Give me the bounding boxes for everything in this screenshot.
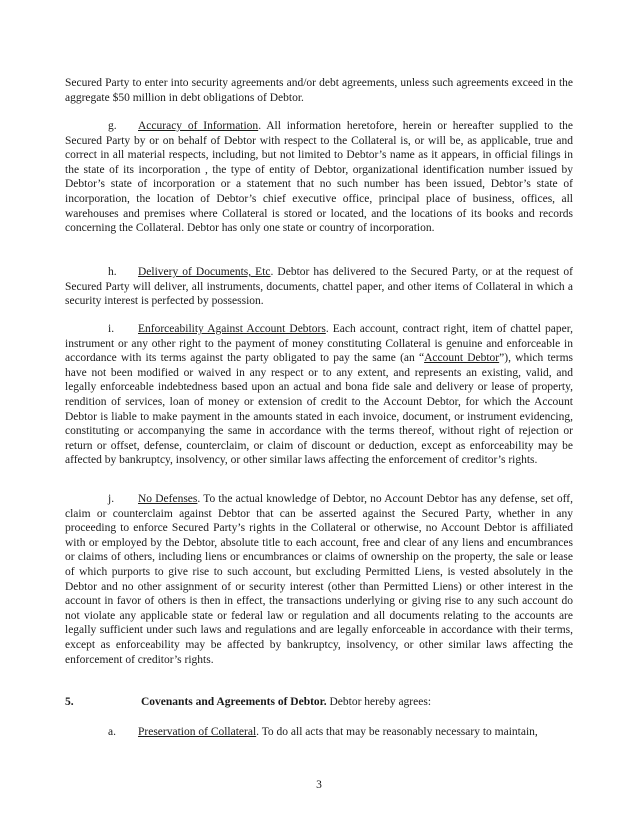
section-h bbox=[65, 265, 573, 309]
paragraph-intro-text: Secured Party to enter into security agreements and/or debt agreements, unless such agreements exceed in the aggregate $50 million in debt obligations of Debtor. bbox=[65, 77, 573, 104]
section-j-marker: j. bbox=[108, 493, 115, 505]
defined-term-account-debtor: Account Debtor bbox=[424, 352, 500, 365]
section-5-title: Covenants and Agreements of Debtor. bbox=[141, 696, 327, 708]
section-i-marker: i. bbox=[108, 323, 115, 335]
section-h-body: . Debtor has delivered to the Secured Party, or at the request of Secured Party will deliver, all instruments, documents, chattel paper, and other items of Collateral in which a security interest is perfected by possession. bbox=[65, 266, 573, 308]
section-5a-body: . To do all acts that may be reasonably necessary to maintain, bbox=[256, 726, 538, 738]
section-5-heading bbox=[65, 695, 573, 710]
section-5a-title: Preservation of Collateral bbox=[138, 726, 257, 738]
section-i bbox=[65, 322, 573, 468]
section-5a-marker: a. bbox=[108, 726, 116, 738]
section-j bbox=[65, 492, 573, 667]
section-g bbox=[65, 119, 573, 236]
section-j-title: No Defenses bbox=[138, 493, 198, 505]
section-i-title: Enforceability Against Account Debtors bbox=[138, 323, 326, 335]
page-number: 3 bbox=[316, 779, 322, 791]
section-g-title: Accuracy of Information bbox=[138, 120, 259, 132]
section-g-marker: g. bbox=[108, 120, 117, 132]
section-h-title: Delivery of Documents, Etc bbox=[138, 266, 271, 278]
section-5-number: 5. bbox=[65, 696, 74, 708]
section-5a bbox=[108, 725, 573, 740]
section-i-body-2: ”), which terms have not been modified or waived in any respect or to any extent, and represents an existing, valid, and legally enforceable indebtedness based upon an actual and bona fide sale and delivery or lease of property, rendition of services, loan of money or extension of credit to the Account Debtor, for which the Account Debtor is liable to make payment in the amounts stated in each invoice, document, or instrument evidencing, constituting or accompanying the same in accordance with the terms thereof, without right of rejection or return or offset, defense, counterclaim, or claim of discount or deduction, except as enforceability may be affected by bankruptcy, insolvency, or other similar laws affecting the enforcement of creditor’s rights. bbox=[65, 352, 573, 467]
paragraph-intro bbox=[65, 76, 573, 105]
section-j-body: . To the actual knowledge of Debtor, no Account Debtor has any defense, set off, claim or counterclaim against Debtor that can be asserted against the Secured Party, whether in any proceeding to enforce Secured Party’s rights in the Collateral or otherwise, no Account Debtor is affiliated with or employed by the Debtor, absolute title to each account, free and clear of any liens and encumbrances or claims of others, including liens or encumbrances or claims of ownership on the property, the sale or lease of which purports to give rise to such account, but excluding Permitted Liens, is vested absolutely in the Debtor and no other assignment of or security interest (other than Permitted Liens) or other interest in the account in favor of others is then in effect, the transactions underlying or giving rise to any such account do not violate any applicable state or federal law or regulation and all documents relating to the accounts are legally sufficient under such laws and regulations and are legally enforceable in accordance with their terms, except as enforceability may be affected by bankruptcy, insolvency, or other similar laws affecting the enforcement of creditor’s rights. bbox=[65, 493, 573, 666]
section-g-body: . All information heretofore, herein or hereafter supplied to the Secured Party by or on behalf of Debtor with respect to the Collateral is, or will be, as applicable, true and correct in all material respects, including, but not limited to Debtor’s name as it appears, in official filings in the state of its incorporation , the type of entity of Debtor, organizational identification number issued by Debtor’s state of incorporation or a statement that no such number has been issued, Debtor’s state of incorporation, the location of Debtor’s chief executive office, principal place of business, offices, all warehouses and premises where Collateral is stored or located, and the locations of its books and records concerning the Collateral. Debtor has only one state or country of incorporation. bbox=[65, 120, 573, 235]
section-5-lead: Debtor hereby agrees: bbox=[326, 696, 432, 708]
section-h-marker: h. bbox=[108, 266, 117, 278]
section-i-body-1: . Each account, contract right, item of chattel paper, instrument or any other right to the payment of money constituting Collateral is genuine and enforceable in accordance with its terms against the party obligated to pay the same (an “ bbox=[65, 323, 573, 365]
